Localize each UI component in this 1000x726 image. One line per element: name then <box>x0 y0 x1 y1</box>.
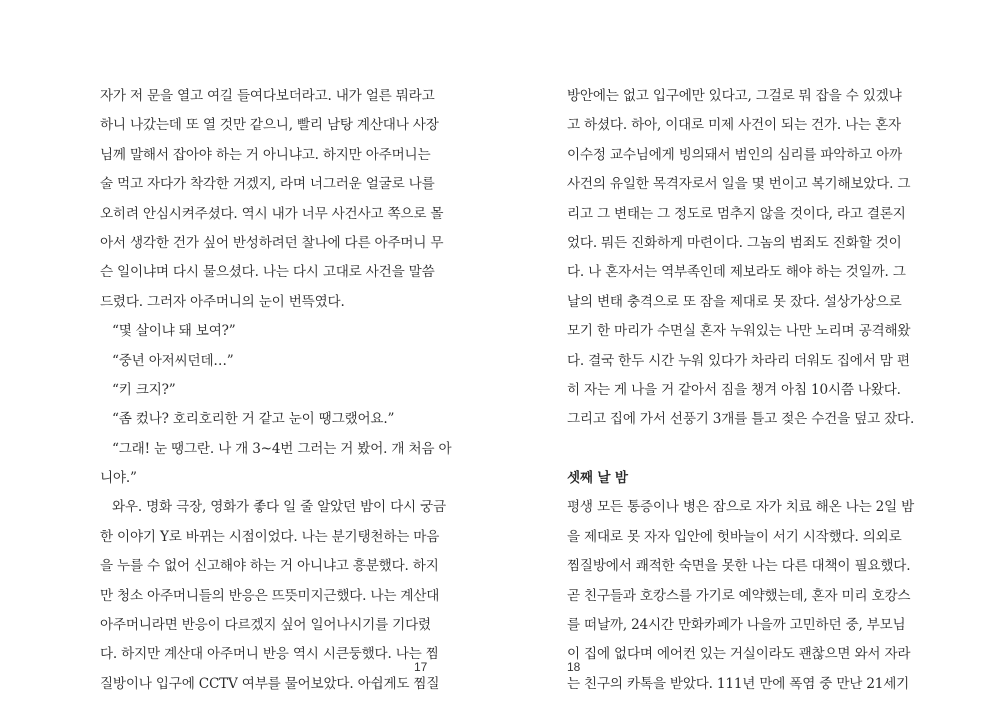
text-line: 아주머니라면 반응이 다르겠지 싶어 일어나시기를 기다렸 <box>100 617 431 634</box>
text-line: 하니 나갔는데 또 열 것만 같으니, 빨리 남탕 계산대나 사장 <box>100 117 439 134</box>
text-line: 질방이나 입구에 CCTV 여부를 물어보았다. 아쉽게도 찜질 <box>100 675 440 692</box>
text-line: 이 집에 없다며 에어컨 있는 거실이라도 괜찮으면 와서 자라 <box>567 646 911 663</box>
text-line: 를 떠날까, 24시간 만화카페가 나을까 고민하던 중, 부모님 <box>567 617 906 634</box>
text-line: 었다. 뭐든 진화하게 마련이다. 그놈의 범죄도 진화할 것이 <box>567 234 902 251</box>
text-line: 모기 한 마리가 수면실 혼자 누워있는 나만 노리며 공격해왔 <box>567 323 911 340</box>
right-page-body <box>567 82 927 699</box>
text-line: 자가 저 문을 열고 여길 들여다보더라고. 내가 얼른 뭐라고 <box>100 88 435 104</box>
text-line: 리고 그 변태는 그 정도로 멈추지 않을 것이다, 라고 결론지 <box>567 205 906 222</box>
left-page-number: 17 <box>414 660 428 674</box>
text-line: 는 친구의 카톡을 받았다. 111년 만에 폭염 중 만난 21세기 <box>567 675 910 692</box>
text-line: 드렸다. 그러자 아주머니의 눈이 번뜩였다. <box>100 293 345 310</box>
text-line: 만 청소 아주머니들의 반응은 뜨뜻미지근했다. 나는 계산대 <box>100 587 440 604</box>
right-page-number: 18 <box>567 660 581 674</box>
text-line: 을 제대로 못 자자 입안에 헛바늘이 서기 시작했다. 의외로 <box>567 528 902 545</box>
text-line: “몇 살이냐 돼 보여?” <box>112 323 236 340</box>
section-heading: 셋째 날 밤 <box>567 470 628 487</box>
text-line: 히 자는 게 나을 거 같아서 짐을 챙겨 아침 10시쯤 나왔다. <box>567 381 901 398</box>
text-line: 와우. 명화 극장, 영화가 좋다 일 줄 알았던 밤이 다시 궁금 <box>112 499 446 516</box>
text-line: 그리고 집에 가서 선풍기 3개를 틀고 젖은 수건을 덮고 잤다. <box>567 411 915 428</box>
text-line: 님께 말해서 잡아야 하는 거 아니냐고. 하지만 아주머니는 <box>100 146 431 163</box>
text-line: 고 하셨다. 하아, 이대로 미제 사건이 되는 건가. 나는 혼자 <box>567 117 901 134</box>
text-line: 찜질방에서 쾌적한 숙면을 못한 나는 다른 대책이 필요했다. <box>567 558 911 575</box>
text-line: 평생 모든 통증이나 병은 잠으로 자가 치료 해온 나는 2일 밤 <box>567 499 915 516</box>
text-line: “중년 아저씨던데…” <box>112 352 234 369</box>
text-line: 다. 나 혼자서는 역부족인데 제보라도 해야 하는 것일까. 그 <box>567 264 906 281</box>
text-line: 사건의 유일한 목격자로서 일을 몇 번이고 복기해보았다. 그 <box>567 176 911 193</box>
text-line: 을 누를 수 없어 신고해야 하는 거 아니냐고 흥분했다. 하지 <box>100 558 439 575</box>
text-line: 다. 결국 한두 시간 누워 있다가 차라리 더워도 집에서 맘 편 <box>567 352 910 369</box>
text-line: 곧 친구들과 호캉스를 가기로 예약했는데, 혼자 미리 호캉스 <box>567 587 911 604</box>
text-line: 술 먹고 자다가 착각한 거겠지, 라며 너그러운 얼굴로 나를 <box>100 176 435 193</box>
text-line: “키 크지?” <box>112 381 176 398</box>
text-line: “그래! 눈 땡그란. 나 개 3~4번 그러는 거 봤어. 개 처음 아 <box>112 440 452 457</box>
text-line: 슨 일이냐며 다시 물으셨다. 나는 다시 고대로 사건을 말씀 <box>100 264 435 281</box>
blank-line <box>567 435 927 464</box>
text-line: 아서 생각한 건가 싶어 반성하려던 찰나에 다른 아주머니 무 <box>100 234 444 251</box>
right-page <box>500 0 1000 726</box>
text-line: 니야.” <box>100 470 137 487</box>
text-line: 오히려 안심시켜주셨다. 역시 내가 너무 사건사고 쪽으로 몰 <box>100 205 444 222</box>
text-line: “좀 컸나? 호리호리한 거 같고 눈이 땡그랬어요.” <box>112 411 395 428</box>
text-line: 다. 하지만 계산대 아주머니 반응 역시 시큰둥했다. 나는 찜 <box>100 646 439 663</box>
text-line: 한 이야기 Y로 바뀌는 시점이었다. 나는 분기탱천하는 마음 <box>100 528 440 545</box>
left-page-body <box>100 82 460 699</box>
text-line: 날의 변태 충격으로 또 잠을 제대로 못 잤다. 설상가상으로 <box>567 293 902 310</box>
text-line: 이수정 교수님에게 빙의돼서 범인의 심리를 파악하고 아까 <box>567 146 903 163</box>
text-line: 방안에는 없고 입구에만 있다고, 그걸로 뭐 잡을 수 있겠냐 <box>567 88 902 104</box>
